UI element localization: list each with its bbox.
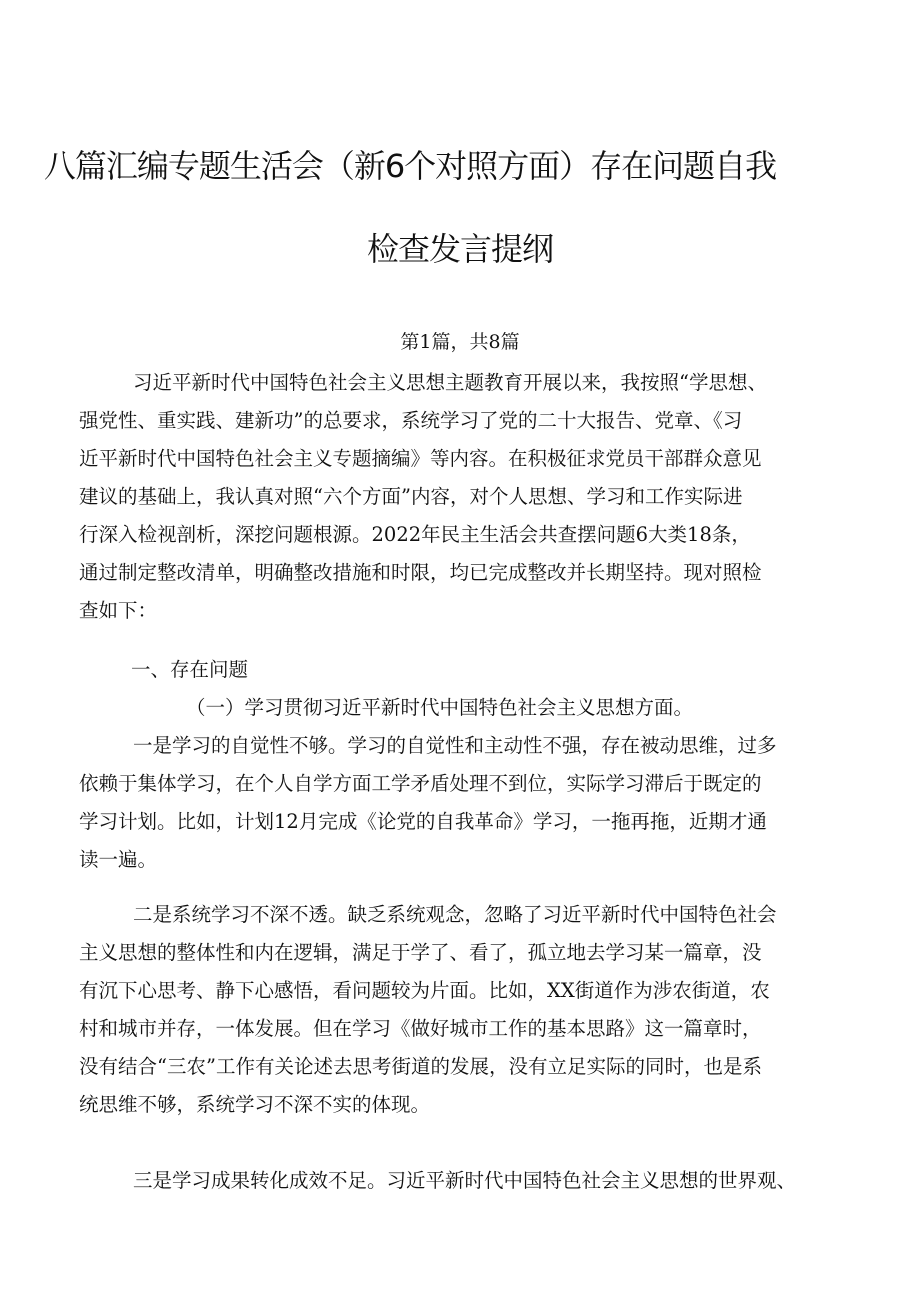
point-two-line: 统思维不够，系统学习不深不实的体现。: [79, 1093, 431, 1116]
point-two-paragraph: [79, 896, 777, 1124]
section-heading: 一、存在问题: [131, 658, 249, 681]
point-one-paragraph: [79, 727, 777, 879]
intro-line: 行深入检视剖析，深挖问题根源。2022年民主生活会共查摆问题6大类18条，: [79, 523, 751, 546]
point-two-line: 村和城市并存，一体发展。但在学习《做好城市工作的基本思路》这一篇章时，: [79, 1017, 762, 1040]
point-one-line: 依赖于集体学习，在个人自学方面工学矛盾处理不到位，实际学习滞后于既定的: [79, 772, 762, 795]
point-one-line: 读一遍。: [79, 848, 158, 871]
intro-line: 建议的基础上，我认真对照“六个方面”内容，对个人思想、学习和工作实际进: [79, 485, 743, 508]
document-title-line-1: 八篇汇编专题生活会（新6个对照方面）存在问题自我: [43, 147, 777, 185]
point-two-line: 有沉下心思考、静下心感悟，看问题较为片面。比如，XX街道作为涉农街道，农: [79, 979, 770, 1002]
subsection-heading: （一）学习贯彻习近平新时代中国特色社会主义思想方面。: [186, 696, 694, 719]
document-title-line-2: 检查发言提纲: [366, 230, 553, 268]
intro-line: 强党性、重实践、建新功”的总要求，系统学习了党的二十大报告、党章、《习: [79, 409, 743, 432]
intro-line: 习近平新时代中国特色社会主义思想主题教育开展以来，我按照“学思想、: [133, 371, 767, 394]
intro-line: 通过制定整改清单，明确整改措施和时限，均已完成整改并长期坚持。现对照检: [79, 561, 762, 584]
point-one-line: 学习计划。比如，计划12月完成《论党的自我革命》学习，一拖再拖，近期才通: [79, 810, 767, 833]
intro-line: 近平新时代中国特色社会主义专题摘编》等内容。在积极征求党员干部群众意见: [79, 447, 762, 470]
document-part-indicator: 第1篇，共8篇: [400, 331, 520, 353]
point-two-line: 主义思想的整体性和内在逻辑，满足于学了、看了，孤立地去学习某一篇章，没: [79, 941, 762, 964]
intro-line: 查如下：: [79, 599, 158, 622]
point-one-line: 一是学习的自觉性不够。学习的自觉性和主动性不强，存在被动思维，过多: [133, 734, 777, 757]
point-two-line: 二是系统学习不深不透。缺乏系统观念，忽略了习近平新时代中国特色社会: [133, 903, 777, 926]
point-three-line: 三是学习成果转化成效不足。习近平新时代中国特色社会主义思想的世界观、: [133, 1169, 797, 1192]
point-two-line: 没有结合“三农”工作有关论述去思考街道的发展，没有立足实际的同时，也是系: [79, 1055, 762, 1078]
intro-paragraph: [79, 364, 845, 630]
